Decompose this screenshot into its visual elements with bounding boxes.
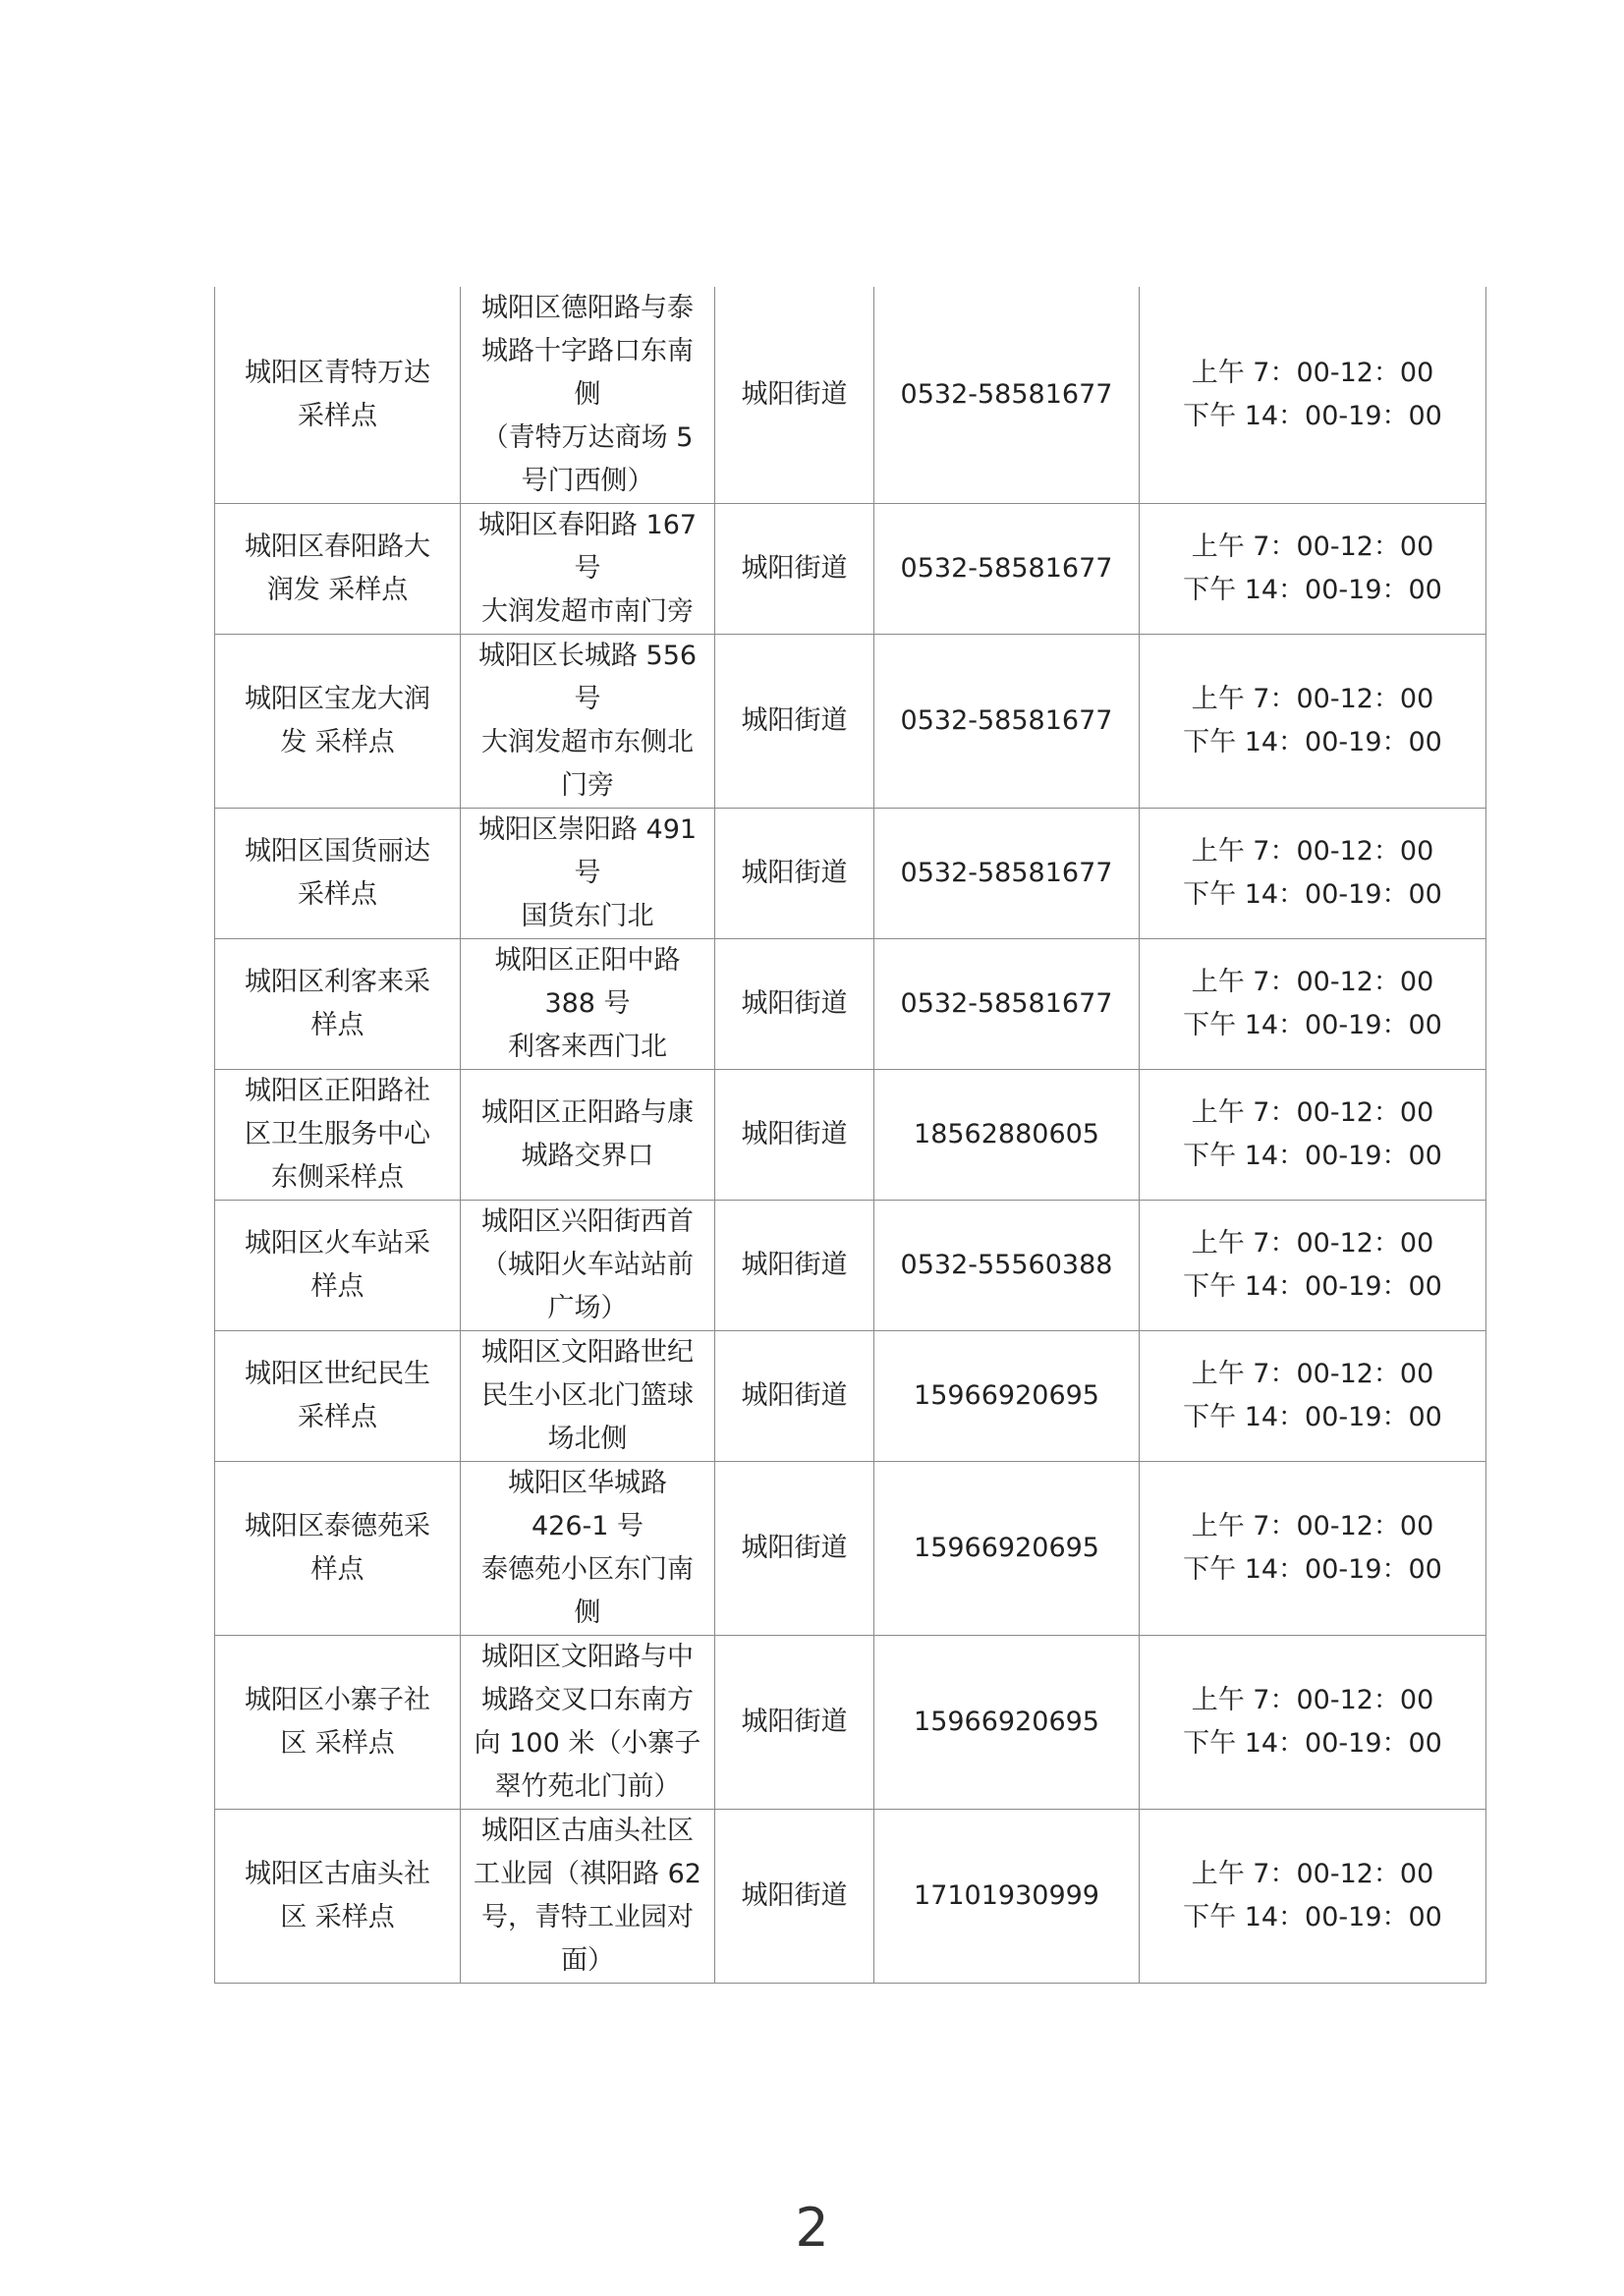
site-name-line: 区 采样点 [280,1902,395,1932]
address-line: 号门西侧） [521,466,654,496]
address-cell [461,635,715,809]
address-line: （青特万达商场 5 [481,422,694,453]
address-cell [461,1636,715,1810]
phone-cell: 0532-58581677 [874,635,1140,809]
phone-cell: 0532-58581677 [874,809,1140,939]
street-cell: 城阳街道 [715,1331,874,1462]
site-name-line: 样点 [310,1271,364,1302]
address-line: 城阳区德阳路与泰 [481,293,694,323]
address-line: 城阳区正阳中路 [494,945,681,976]
site-name-cell [215,809,461,939]
hours-line: 下午 14：00-19：00 [1183,401,1442,431]
hours-line: 上午 7：00-12：00 [1191,836,1434,867]
sampling-sites-table [214,287,1486,1984]
table-row [215,939,1486,1070]
site-name-line: 城阳区火车站采 [245,1228,430,1259]
address-line: （城阳火车站站前 [481,1250,694,1280]
site-name-line: 城阳区世纪民生 [245,1359,430,1389]
phone-cell: 18562880605 [874,1070,1140,1201]
table-row [215,635,1486,809]
address-cell [461,1810,715,1984]
address-line: 广场） [547,1293,628,1323]
address-cell [461,1331,715,1462]
site-name-cell [215,635,461,809]
address-line: 泰德苑小区东门南 [481,1554,694,1585]
site-name-cell [215,504,461,635]
site-name-line: 采样点 [298,879,377,910]
hours-cell [1140,1331,1486,1462]
address-line: 向 100 米（小寨子 [474,1728,701,1759]
address-line: 号，青特工业园对 [481,1902,694,1932]
phone-cell: 15966920695 [874,1331,1140,1462]
hours-line: 上午 7：00-12：00 [1191,1685,1434,1715]
phone-cell: 0532-58581677 [874,504,1140,635]
site-name-line: 区 采样点 [280,1728,395,1759]
hours-line: 上午 7：00-12：00 [1191,1228,1434,1259]
street-cell: 城阳街道 [715,939,874,1070]
site-name-cell [215,1636,461,1810]
hours-line: 下午 14：00-19：00 [1183,727,1442,757]
site-name-line: 样点 [310,1010,364,1040]
hours-line: 上午 7：00-12：00 [1191,358,1434,388]
site-name-line: 样点 [310,1554,364,1585]
site-name-cell [215,1201,461,1331]
street-cell: 城阳街道 [715,1201,874,1331]
phone-cell: 15966920695 [874,1636,1140,1810]
address-cell [461,1462,715,1636]
site-name-line: 城阳区利客来采 [245,967,430,997]
site-name-line: 城阳区青特万达 [245,358,430,388]
address-line: 侧 [574,379,601,410]
address-cell [461,1070,715,1201]
site-name-cell [215,1462,461,1636]
address-line: 侧 [574,1597,601,1628]
hours-line: 下午 14：00-19：00 [1183,1902,1442,1932]
address-line: 城阳区华城路 [508,1468,667,1498]
address-line: 号 [574,684,601,714]
hours-line: 下午 14：00-19：00 [1183,1141,1442,1171]
street-cell: 城阳街道 [715,809,874,939]
site-name-line: 城阳区国货丽达 [245,836,430,867]
site-name-line: 城阳区古庙头社 [245,1859,430,1889]
hours-cell [1140,809,1486,939]
hours-cell [1140,287,1486,504]
table-row [215,1462,1486,1636]
phone-cell: 0532-58581677 [874,939,1140,1070]
address-cell [461,504,715,635]
address-line: 城阳区文阳路与中 [481,1642,694,1672]
site-name-line: 采样点 [298,1402,377,1432]
hours-cell [1140,939,1486,1070]
hours-line: 上午 7：00-12：00 [1191,1511,1434,1541]
hours-line: 上午 7：00-12：00 [1191,684,1434,714]
address-line: 城阳区长城路 556 [477,641,698,671]
address-line: 号 [574,858,601,888]
hours-cell [1140,1462,1486,1636]
address-line: 城路交叉口东南方 [481,1685,694,1715]
address-cell [461,1201,715,1331]
site-name-cell [215,939,461,1070]
address-line: 面） [561,1945,614,1976]
table-row [215,809,1486,939]
site-name-line: 城阳区宝龙大润 [245,684,430,714]
address-line: 号 [574,553,601,584]
site-name-line: 城阳区正阳路社 [245,1076,430,1106]
address-line: 城阳区古庙头社区 [481,1816,694,1846]
site-name-line: 采样点 [298,401,377,431]
phone-cell: 17101930999 [874,1810,1140,1984]
table-row [215,287,1486,504]
phone-cell: 0532-55560388 [874,1201,1140,1331]
page-number: 2 [795,2197,829,2259]
address-line: 翠竹苑北门前） [494,1771,681,1802]
site-name-cell [215,1810,461,1984]
address-line: 城阳区正阳路与康 [481,1097,694,1128]
address-cell [461,287,715,504]
hours-line: 上午 7：00-12：00 [1191,1359,1434,1389]
address-line: 民生小区北门篮球 [481,1380,694,1411]
site-name-line: 发 采样点 [280,727,395,757]
hours-cell [1140,1810,1486,1984]
address-line: 大润发超市南门旁 [481,596,694,627]
street-cell: 城阳街道 [715,635,874,809]
street-cell: 城阳街道 [715,504,874,635]
hours-line: 下午 14：00-19：00 [1183,575,1442,605]
table-row [215,1201,1486,1331]
table-row [215,1636,1486,1810]
site-name-cell [215,1331,461,1462]
table-body [215,287,1486,1984]
hours-cell [1140,504,1486,635]
address-line: 426-1 号 [531,1511,644,1541]
street-cell: 城阳街道 [715,1070,874,1201]
hours-line: 上午 7：00-12：00 [1191,532,1434,562]
hours-line: 上午 7：00-12：00 [1191,967,1434,997]
street-cell: 城阳街道 [715,287,874,504]
address-line: 门旁 [561,770,614,801]
hours-cell [1140,1201,1486,1331]
table-row [215,1070,1486,1201]
table-row [215,1810,1486,1984]
phone-cell: 15966920695 [874,1462,1140,1636]
address-cell [461,939,715,1070]
hours-cell [1140,635,1486,809]
address-line: 场北侧 [547,1424,628,1454]
site-name-line: 区卫生服务中心 [245,1119,430,1149]
site-name-cell [215,287,461,504]
site-name-cell [215,1070,461,1201]
street-cell: 城阳街道 [715,1810,874,1984]
phone-cell: 0532-58581677 [874,287,1140,504]
street-cell: 城阳街道 [715,1462,874,1636]
site-name-line: 城阳区春阳路大 [245,532,430,562]
address-line: 城路十字路口东南 [481,336,694,366]
address-line: 利客来西门北 [508,1032,667,1062]
hours-line: 下午 14：00-19：00 [1183,879,1442,910]
address-line: 国货东门北 [521,901,654,931]
address-line: 城路交界口 [521,1141,654,1171]
hours-line: 上午 7：00-12：00 [1191,1859,1434,1889]
site-name-line: 城阳区泰德苑采 [245,1511,430,1541]
table-row [215,1331,1486,1462]
hours-line: 下午 14：00-19：00 [1183,1402,1442,1432]
site-name-line: 东侧采样点 [271,1162,404,1193]
street-cell: 城阳街道 [715,1636,874,1810]
table-row [215,504,1486,635]
hours-cell [1140,1636,1486,1810]
site-name-line: 润发 采样点 [266,575,409,605]
hours-line: 下午 14：00-19：00 [1183,1728,1442,1759]
address-line: 城阳区崇阳路 491 [477,814,698,845]
site-name-line: 城阳区小寨子社 [245,1685,430,1715]
address-line: 城阳区文阳路世纪 [481,1337,694,1368]
address-line: 工业园（祺阳路 62 [474,1859,701,1889]
address-line: 城阳区兴阳街西首 [481,1206,694,1237]
hours-line: 上午 7：00-12：00 [1191,1097,1434,1128]
address-line: 城阳区春阳路 167 [477,510,698,540]
address-cell [461,809,715,939]
hours-line: 下午 14：00-19：00 [1183,1271,1442,1302]
address-line: 388 号 [544,988,631,1019]
address-line: 大润发超市东侧北 [481,727,694,757]
hours-cell [1140,1070,1486,1201]
hours-line: 下午 14：00-19：00 [1183,1010,1442,1040]
hours-line: 下午 14：00-19：00 [1183,1554,1442,1585]
